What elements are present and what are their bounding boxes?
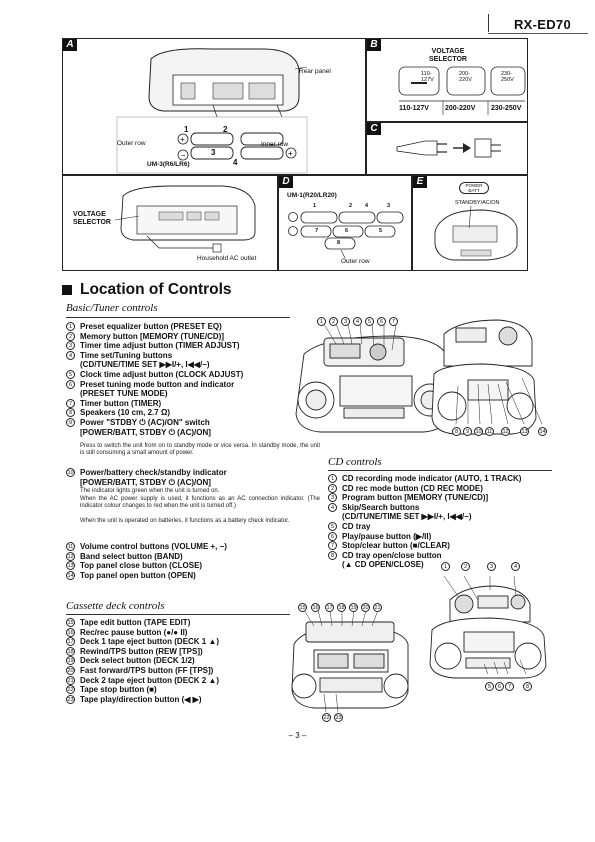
list-item: 9 Power "STDBY ⏻ (AC)/ON" switch [POWER/BATT, STDBY ⏻ (AC)/ON] <box>66 418 326 437</box>
list-item: 5 Clock time adjust button (CLOCK ADJUST) <box>66 370 326 380</box>
list-item: 17 Deck 1 tape eject button (DECK 1 ▲) <box>67 637 220 647</box>
panel-tag: E <box>413 176 427 188</box>
switch-label: 110- 127V <box>421 71 434 83</box>
list-item: 6 Play/pause button (▶/II) <box>328 532 556 542</box>
list-item: 11 Volume control buttons (VOLUME +, −) <box>67 542 227 551</box>
callout-marker: 23 <box>335 715 342 721</box>
basic-controls-figure <box>284 314 554 442</box>
callout-marker: 6 <box>495 682 504 691</box>
inner-row-label: Inner row <box>261 141 289 148</box>
range-label: 110-127V <box>399 105 429 112</box>
heading-rule <box>66 614 290 615</box>
voltage-selector-label: VOLTAGE SELECTOR <box>73 211 111 226</box>
model-number: RX-ED70 <box>513 17 571 32</box>
callout-marker: 8 <box>452 427 461 436</box>
battery-number: 4 <box>233 158 238 167</box>
list-item: 7 Timer button (TIMER) <box>66 399 326 409</box>
callout-marker: 3 <box>341 317 350 326</box>
callout-marker: 3 <box>487 562 496 571</box>
callout-marker: 8 <box>523 682 532 691</box>
callout-marker: 1 <box>317 317 326 326</box>
list-item: 20 Fast forward/TPS button (FF [TPS]) <box>67 665 214 675</box>
panel-b <box>366 38 528 122</box>
battery-number: 5 <box>379 228 383 234</box>
callout-marker: 16 <box>312 605 319 611</box>
battery-number: 7 <box>315 228 319 234</box>
list-item: 18 Rewind/TPS button (REW [TPS]) <box>67 646 203 656</box>
battery-number: 1 <box>184 125 189 134</box>
battery-number: 4 <box>365 203 369 209</box>
list-item: 3 Timer time adjust button (TIMER ADJUST) <box>66 341 326 351</box>
callout-marker: 2 <box>329 317 338 326</box>
callout-marker: 18 <box>338 605 345 611</box>
callout-marker: 14 <box>539 429 546 435</box>
callout-marker: 19 <box>350 605 357 611</box>
callout-marker: 21 <box>374 605 381 611</box>
power-batt-button: POWER BATT <box>459 182 489 194</box>
callout-marker: 7 <box>389 317 398 326</box>
cassette-heading: Cassette deck controls <box>66 600 165 612</box>
list-item: 14 Top panel open button (OPEN) <box>67 570 196 580</box>
list-item: 4 Skip/Search buttons (CD/TUNE/TIME SET ▶▶I/+, I◀◀/−) <box>328 503 556 522</box>
switch-label: 230- 250V <box>501 71 514 83</box>
note-power-switch: Press to switch the unit from on to standby mode or vice versa. In standby mode, the unit is still consuming a small amount of power. <box>80 443 320 457</box>
callout-marker: 20 <box>362 605 369 611</box>
list-item: 13 Top panel close button (CLOSE) <box>67 561 203 571</box>
panel-tag: C <box>367 123 381 135</box>
heading-rule <box>66 317 290 318</box>
list-item: 3 Program button [MEMORY (TUNE/CD)] <box>328 493 556 503</box>
note-indicator-3: When the unit is operated on batteries, it functions as a battery check indicator. <box>80 518 290 524</box>
outer-row-label: Outer row <box>117 140 146 147</box>
battery-number: 6 <box>345 228 349 234</box>
panel-voltage-selector <box>62 175 278 271</box>
list-item: 5 CD tray <box>328 522 556 532</box>
plug-adapter-illustration <box>367 123 529 176</box>
unit-top-illustration <box>413 176 529 272</box>
range-label: 200-220V <box>445 105 476 112</box>
callout-marker: 22 <box>323 715 330 721</box>
section-bullet <box>62 285 72 295</box>
list-item: 22 Tape stop button (■) <box>67 685 157 695</box>
battery-number: 3 <box>387 203 391 209</box>
battery-type: UM-3(R6/LR6) <box>147 161 190 168</box>
standby-label: STANDBY/AC/ON <box>455 200 500 206</box>
basic-tuner-heading: Basic/Tuner controls <box>66 302 158 314</box>
panel-tag: B <box>367 39 381 51</box>
list-item: 19 Deck select button (DECK 1/2) <box>67 656 195 666</box>
note-indicator-1: The indicator lights green when the unit is turned on. <box>80 488 220 494</box>
switch-label: 200- 220V <box>459 71 472 83</box>
callout-marker: 1 <box>441 562 450 571</box>
panel-d <box>278 175 412 271</box>
cassette-figure <box>284 604 420 720</box>
svg-text:+: + <box>288 149 293 158</box>
voltage-selector-title: VOLTAGE SELECTOR <box>429 48 467 63</box>
callout-marker: 10 <box>475 429 482 435</box>
callout-marker: 17 <box>326 605 333 611</box>
list-item: 4 Time set/Tuning buttons (CD/TUNE/TIME SET ▶▶I/+, I◀◀/−) <box>66 351 326 370</box>
range-label: 230-250V <box>491 105 522 112</box>
list-item: 16 Rec/rec pause button (●/● II) <box>67 627 188 637</box>
header-underline <box>488 33 588 34</box>
cd-list <box>328 474 556 570</box>
battery-number: 2 <box>223 125 228 134</box>
callout-marker: 15 <box>299 605 306 611</box>
list-item: 12 Band select button (BAND) <box>67 551 183 561</box>
outer-row-label: Outer row <box>341 258 370 265</box>
list-item: 8 CD tray open/close button (▲ CD OPEN/CLOSE) <box>328 551 556 570</box>
list-item: 2 Memory button [MEMORY (TUNE/CD)] <box>66 332 326 342</box>
list-item: 1 CD recording mode indicator (AUTO, 1 TRACK) <box>328 474 556 484</box>
page-number: – 3 – <box>288 731 307 740</box>
note-indicator-2: When the AC power supply is used, it functions as an AC connection indicator. (The indicator colour changes to red when the unit is turned off.) <box>80 496 320 510</box>
panel-tag: A <box>63 39 77 51</box>
battery-number: 1 <box>313 203 317 209</box>
header-rule <box>488 14 489 32</box>
panel-a <box>62 38 366 175</box>
heading-rule <box>328 470 552 471</box>
callout-marker: 2 <box>461 562 470 571</box>
list-item: 7 Stop/clear button (■/CLEAR) <box>328 541 556 551</box>
callout-marker: 13 <box>521 429 528 435</box>
callout-marker: 9 <box>463 427 472 436</box>
list-item: 2 CD rec mode button (CD REC MODE) <box>328 484 556 494</box>
callout-marker: 5 <box>365 317 374 326</box>
cd-heading: CD controls <box>328 456 382 468</box>
callout-marker: 4 <box>353 317 362 326</box>
panel-c <box>366 122 528 175</box>
svg-text:+: + <box>180 135 185 144</box>
cassette-list <box>66 618 306 704</box>
basic-tuner-list-3 <box>66 542 326 580</box>
battery-number: 2 <box>349 203 353 209</box>
battery-type: UM-1(R20/LR20) <box>287 192 337 199</box>
panel-e <box>412 175 528 271</box>
battery-number: 3 <box>211 148 216 157</box>
list-item: 1 Preset equalizer button (PRESET EQ) <box>66 322 326 332</box>
list-item: 23 Tape play/direction button (◀ ▶) <box>67 694 202 704</box>
panel-tag: D <box>279 176 293 188</box>
section-title: Location of Controls <box>80 281 232 298</box>
basic-tuner-list-2 <box>66 468 326 487</box>
rear-panel-label: Rear panel <box>299 68 331 75</box>
list-item: 6 Preset tuning mode button and indicator (PRESET TUNE MODE) <box>66 380 326 399</box>
list-item: 8 Speakers (10 cm, 2.7 Ω) <box>66 408 326 418</box>
battery-number: 8 <box>337 240 341 246</box>
list-item: 21 Deck 2 tape eject button (DECK 2 ▲) <box>67 675 220 685</box>
cd-figure <box>420 574 554 680</box>
callout-marker: 11 <box>486 429 493 435</box>
list-item: 15 Tape edit button (TAPE EDIT) <box>67 618 191 627</box>
callout-marker: 6 <box>377 317 386 326</box>
ac-outlet-label: Household AC outlet <box>197 255 257 262</box>
list-item: 10 Power/battery check/standby indicator [POWER/BATT, STDBY ⏻ (AC)/ON] <box>67 468 227 487</box>
callout-marker: 7 <box>505 682 514 691</box>
svg-text:−: − <box>181 151 186 160</box>
callout-marker: 4 <box>511 562 520 571</box>
callout-marker: 12 <box>502 429 509 435</box>
callout-marker: 5 <box>485 682 494 691</box>
